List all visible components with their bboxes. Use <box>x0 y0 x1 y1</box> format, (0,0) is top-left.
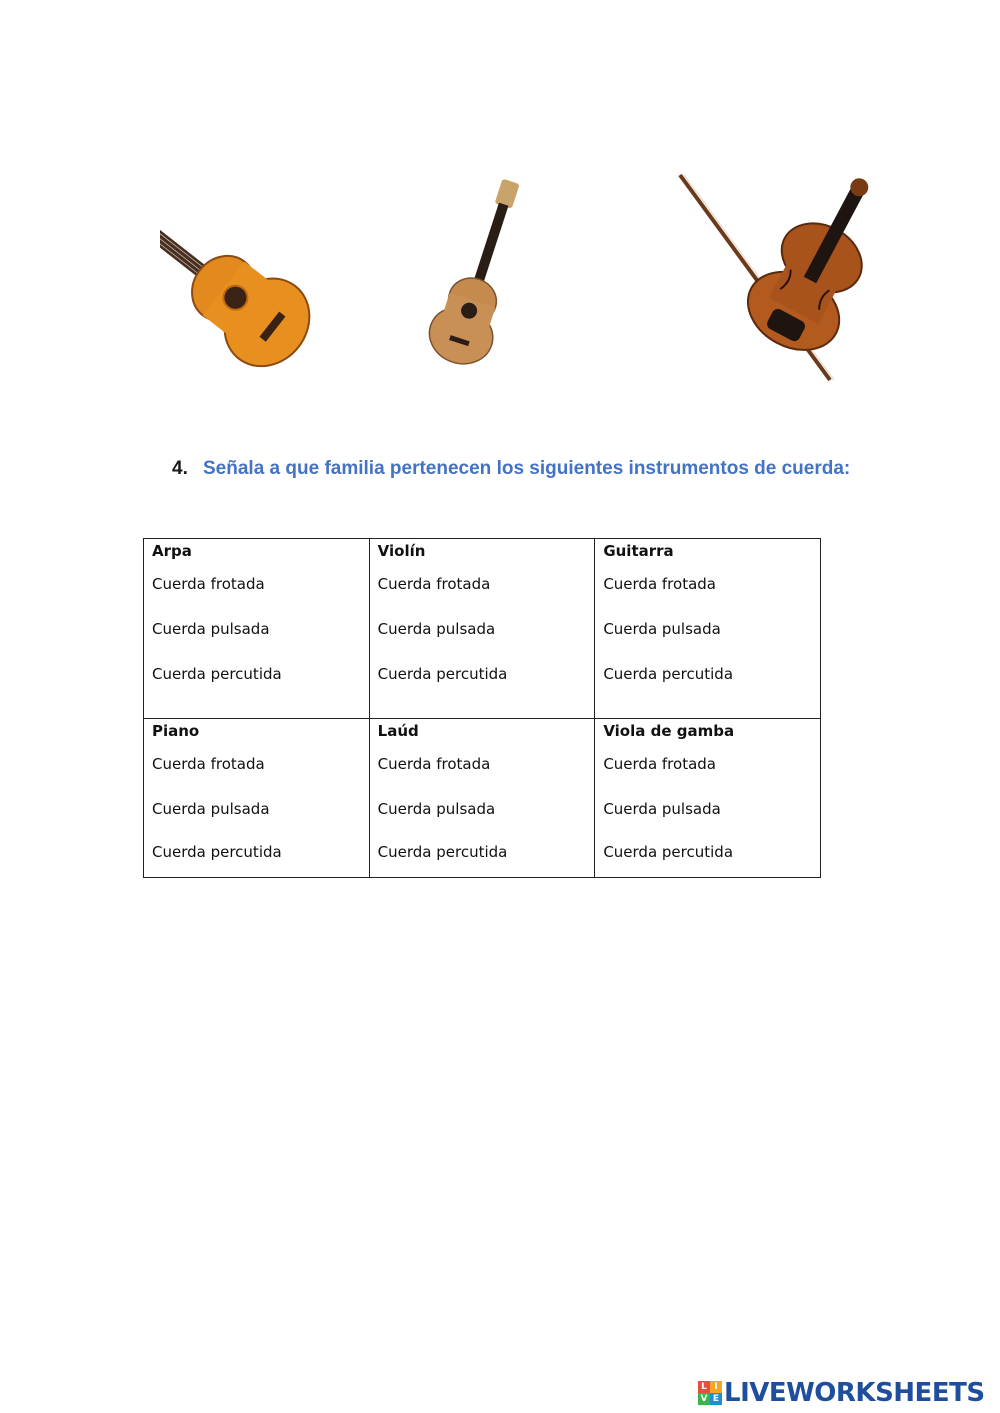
cell-guitarra <box>595 539 821 719</box>
logo-letter: L <box>698 1381 710 1393</box>
cell-piano <box>144 719 370 878</box>
question-text: Señala a que familia pertenecen los siguientes instrumentos de cuerda: <box>203 458 851 479</box>
cell-arpa <box>144 539 370 719</box>
table-row <box>144 539 821 719</box>
option-percutida[interactable]: Cuerda percutida <box>377 665 508 683</box>
option-frotada[interactable]: Cuerda frotada <box>377 755 491 773</box>
option-frotada[interactable]: Cuerda frotada <box>377 575 491 593</box>
option-percutida[interactable]: Cuerda percutida <box>603 665 734 683</box>
instrument-name: Guitarra <box>603 542 674 560</box>
option-pulsada[interactable]: Cuerda pulsada <box>152 620 270 638</box>
ukulele-image <box>425 178 535 378</box>
cell-laud <box>369 719 595 878</box>
instrument-name: Arpa <box>152 542 192 560</box>
cell-violin <box>369 539 595 719</box>
instrument-name: Piano <box>152 722 200 740</box>
instrument-table <box>143 538 821 878</box>
option-frotada[interactable]: Cuerda frotada <box>603 755 716 773</box>
liveworksheets-logo <box>698 1378 985 1408</box>
option-percutida[interactable]: Cuerda percutida <box>152 843 282 861</box>
option-percutida[interactable]: Cuerda percutida <box>377 843 508 861</box>
table-row <box>144 719 821 878</box>
option-pulsada[interactable]: Cuerda pulsada <box>377 800 496 818</box>
option-pulsada[interactable]: Cuerda pulsada <box>603 800 721 818</box>
instrument-name: Violín <box>377 542 426 560</box>
option-percutida[interactable]: Cuerda percutida <box>152 665 282 683</box>
logo-letter: I <box>710 1381 722 1393</box>
violin-image <box>670 170 900 385</box>
logo-icon <box>698 1381 722 1405</box>
question-heading <box>172 458 850 480</box>
logo-text: LIVEWORKSHEETS <box>724 1378 985 1408</box>
option-frotada[interactable]: Cuerda frotada <box>152 575 265 593</box>
logo-letter: E <box>710 1393 722 1405</box>
logo-letter: V <box>698 1393 710 1405</box>
instrument-name: Viola de gamba <box>603 722 735 740</box>
guitar-image <box>160 150 375 380</box>
option-frotada[interactable]: Cuerda frotada <box>603 575 716 593</box>
option-percutida[interactable]: Cuerda percutida <box>603 843 734 861</box>
option-pulsada[interactable]: Cuerda pulsada <box>377 620 496 638</box>
instrument-name: Laúd <box>377 722 419 740</box>
option-pulsada[interactable]: Cuerda pulsada <box>152 800 270 818</box>
cell-viola-de-gamba <box>595 719 821 878</box>
option-pulsada[interactable]: Cuerda pulsada <box>603 620 721 638</box>
option-frotada[interactable]: Cuerda frotada <box>152 755 265 773</box>
question-number: 4. <box>172 458 188 479</box>
